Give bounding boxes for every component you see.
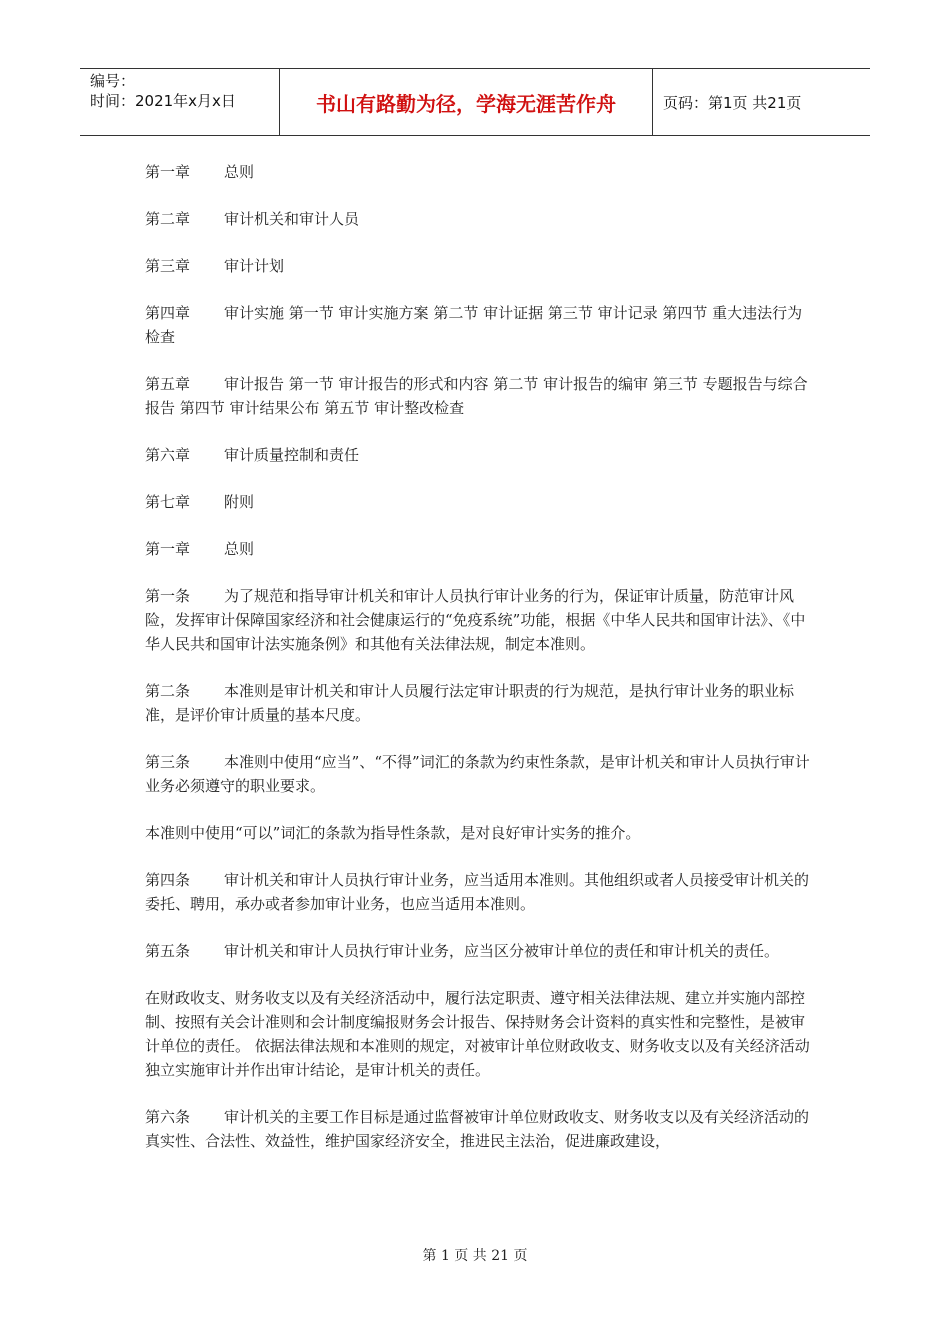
article-paragraph <box>145 1105 810 1153</box>
header-page-info: 页码：第1页 共21页 <box>663 93 802 112</box>
toc-entry <box>145 160 810 184</box>
toc-text: 审计质量控制和责任 <box>224 446 360 464</box>
time-label: 时间：2021年x月x日 <box>90 92 236 110</box>
paragraph-text: 在财政收支、财务收支以及有关经济活动中，履行法定职责、遵守相关法律法规、建立并实施内部控制、按照有关会计准则和会计制度编报财务会计报告、保持财务会计资料的真实性和完整性，是被审计单位的责任。 依据法律法规和本准则的规定，对被审计单位财政收支、财务收支以及有关经济活动独立实施审计并作出审计结论，是审计机关的责任。 <box>145 989 810 1079</box>
article-paragraph <box>145 821 810 845</box>
paragraph-text: 总则 <box>224 540 255 558</box>
paragraph-label: 第二条 <box>145 682 191 700</box>
paragraph-text: 本准则中使用“可以”词汇的条款为指导性条款，是对良好审计实务的推介。 <box>145 824 641 842</box>
chapter-heading <box>145 537 810 561</box>
header-meta <box>80 69 280 135</box>
paragraph-label: 第一章 <box>145 540 191 558</box>
toc-label: 第六章 <box>145 446 191 464</box>
header-motto: 书山有路勤为径，学海无涯苦作舟 <box>280 69 653 135</box>
toc-entry <box>145 443 810 467</box>
toc-entry <box>145 372 810 420</box>
toc-entry <box>145 254 810 278</box>
toc-text: 审计报告 第一节 审计报告的形式和内容 第二节 审计报告的编审 第三节 专题报告与综合报告 第四节 审计结果公布 第五节 审计整改检查 <box>145 375 808 417</box>
toc-entry <box>145 490 810 514</box>
article-paragraph <box>145 868 810 916</box>
table-of-contents <box>145 160 810 514</box>
paragraph-text: 为了规范和指导审计机关和审计人员执行审计业务的行为，保证审计质量，防范审计风险，发挥审计保障国家经济和社会健康运行的“免疫系统”功能，根据《中华人民共和国审计法》、《中华人民共和国审计法实施条例》和其他有关法律法规，制定本准则。 <box>145 587 806 653</box>
paragraph-label: 第三条 <box>145 753 191 771</box>
article-paragraph <box>145 939 810 963</box>
number-label: 编号： <box>90 72 136 90</box>
toc-label: 第一章 <box>145 163 191 181</box>
toc-label: 第二章 <box>145 210 191 228</box>
paragraph-text: 本准则中使用“应当”、“不得”词汇的条款为约束性条款，是审计机关和审计人员执行审计业务必须遵守的职业要求。 <box>145 753 810 795</box>
article-paragraph <box>145 750 810 798</box>
article-paragraph <box>145 986 810 1082</box>
toc-text: 审计实施 第一节 审计实施方案 第二节 审计证据 第三节 审计记录 第四节 重大违法行为检查 <box>145 304 803 346</box>
article-paragraph <box>145 584 810 656</box>
toc-label: 第四章 <box>145 304 191 322</box>
paragraph-label: 第一条 <box>145 587 191 605</box>
toc-entry <box>145 207 810 231</box>
page-header <box>80 68 870 136</box>
paragraph-label: 第四条 <box>145 871 191 889</box>
paragraph-text: 本准则是审计机关和审计人员履行法定审计职责的行为规范，是执行审计业务的职业标准，是评价审计质量的基本尺度。 <box>145 682 795 724</box>
paragraph-label: 第五条 <box>145 942 191 960</box>
toc-label: 第五章 <box>145 375 191 393</box>
toc-label: 第三章 <box>145 257 191 275</box>
paragraph-text: 审计机关和审计人员执行审计业务，应当适用本准则。其他组织或者人员接受审计机关的委托、聘用，承办或者参加审计业务，也应当适用本准则。 <box>145 871 810 913</box>
toc-text: 附则 <box>224 493 255 511</box>
toc-text: 审计机关和审计人员 <box>224 210 360 228</box>
paragraph-text: 审计机关和审计人员执行审计业务，应当区分被审计单位的责任和审计机关的责任。 <box>224 942 780 960</box>
article-paragraph <box>145 679 810 727</box>
paragraph-label: 第六条 <box>145 1108 191 1126</box>
toc-text: 审计计划 <box>224 257 285 275</box>
toc-entry <box>145 301 810 349</box>
articles <box>145 537 810 1153</box>
toc-text: 总则 <box>224 163 255 181</box>
page-footer: 第 1 页 共 21 页 <box>422 1248 528 1264</box>
toc-label: 第七章 <box>145 493 191 511</box>
paragraph-text: 审计机关的主要工作目标是通过监督被审计单位财政收支、财务收支以及有关经济活动的真实性、合法性、效益性，维护国家经济安全，推进民主法治，促进廉政建设， <box>145 1108 810 1150</box>
document-body <box>145 160 810 1176</box>
